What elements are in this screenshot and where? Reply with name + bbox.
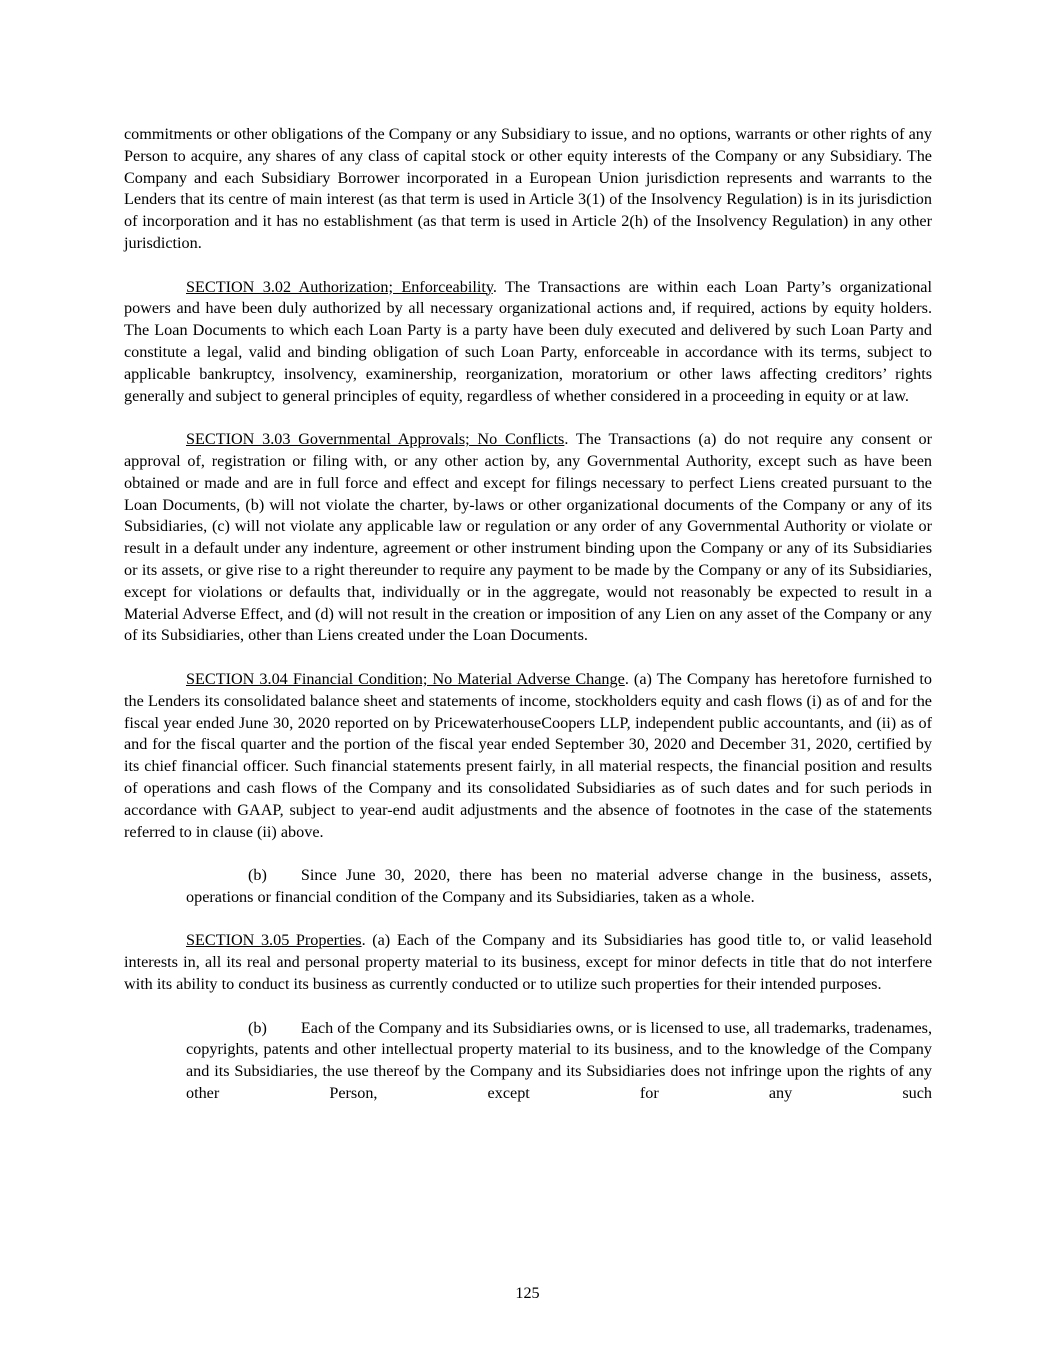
paragraph-text: commitments or other obligations of the Company or any Subsidiary to issue, and no options, warrants or other rights of any Person to acquire, any shares of any class of capital stock or other equity interests of the Company or any Subsidiary. The Company and each Subsidiary Borrower incorporated in a European Union jurisdiction represents and warrants to the Lenders that its centre of main interest (as that term is used in Article 3(1) of the Insolvency Regulation) is in its jurisdiction of incorporation and it has no establishment (as that term is used in Article 2(h) of the Insolvency Regulation) in any other jurisdiction. xyxy=(124,125,932,252)
section-3-02 xyxy=(124,277,932,408)
section-3-05-clause-b xyxy=(186,1018,932,1105)
clause-label: (b) xyxy=(248,866,267,885)
paragraph-text: . The Transactions (a) do not require any consent or approval of, registration or filing with, or any other action by, any Governmental Authority, except such as have been obtained or made and are in full force and effect and except for filings necessary to perfect Liens created pursuant to the Loan Documents, (b) will not violate the charter, by-laws or other organizational documents of the Company or any of its Subsidiaries, (c) will not violate any applicable law or regulation or any order of any Governmental Authority or violate or result in a default under any indenture, agreement or other instrument binding upon the Company or any of its Subsidiaries or its assets, or give rise to a right thereunder to require any payment to be made by the Company or any of its Subsidiaries, except for violations or defaults that, individually or in the aggregate, would not reasonably be expected to result in a Material Adverse Effect, and (d) will not result in the creation or imposition of any Lien on any asset of the Company or any of its Subsidiaries, other than Liens created under the Loan Documents. xyxy=(124,430,932,645)
page-number: 125 xyxy=(515,1284,540,1302)
section-3-03 xyxy=(124,429,932,647)
paragraph-text: Since June 30, 2020, there has been no material adverse change in the business, assets, operations or financial condition of the Company and its Subsidiaries, taken as a whole. xyxy=(186,866,932,906)
paragraph-text: . (a) Each of the Company and its Subsidiaries has good title to, or valid leasehold interests in, all its real and personal property material to its business, except for minor defects in title that do not interfere with its ability to conduct its business as currently conducted or to utilize such properties for their intended purposes. xyxy=(124,931,933,994)
paragraph-text: . (a) The Company has heretofore furnished to the Lenders its consolidated balance sheet and statements of income, stockholders equity and cash flows (i) as of and for the fiscal year ended June 30, 2020 reported on by PricewaterhouseCoopers LLP, independent public accountants, and (ii) as of and for the fiscal quarter and the portion of the fiscal year ended September 30, 2020 and December 31, 2020, certified by its chief financial officer. Such financial statements present fairly, in all material respects, the financial position and results of operations and cash flows of the Company and its consolidated Subsidiaries as of such dates and for such periods in accordance with GAAP, subject to year-end audit adjustments and the absence of footnotes in the case of the statements referred to in clause (ii) above. xyxy=(124,669,932,841)
clause-label: (b) xyxy=(248,1018,267,1037)
paragraph-text: . The Transactions are within each Loan Party’s organizational powers and have been duly authorized by all necessary organizational actions and, if required, actions by equity holders. The Loan Documents to which each Loan Party is a party have been duly executed and delivered by such Loan Party and constitute a legal, valid and binding obligation of such Loan Party, enforceable in accordance with its terms, subject to applicable bankruptcy, insolvency, examinership, reorganization, moratorium or other laws affecting creditors’ rights generally and subject to general principles of equity, regardless of whether considered in a proceeding in equity or at law. xyxy=(124,277,932,405)
section-3-05 xyxy=(124,930,932,995)
section-3-04 xyxy=(124,669,932,843)
paragraph-text: Each of the Company and its Subsidiaries owns, or is licensed to use, all trademarks, tradenames, copyrights, patents and other intellectual property material to its business, and to the knowledge of the Company and its Subsidiaries, the use thereof by the Company and its Subsidiaries does not infringe upon the rights of any other Person, except for any such xyxy=(186,1018,932,1103)
section-heading: SECTION 3.02 Authorization; Enforceability xyxy=(186,277,493,296)
paragraph-continuation xyxy=(124,124,932,255)
section-heading: SECTION 3.03 Governmental Approvals; No Conflicts xyxy=(186,430,565,449)
document-body xyxy=(124,124,932,1127)
section-3-04-clause-b xyxy=(186,865,932,909)
section-heading: SECTION 3.05 Properties xyxy=(186,931,362,950)
section-heading: SECTION 3.04 Financial Condition; No Material Adverse Change xyxy=(186,669,625,688)
